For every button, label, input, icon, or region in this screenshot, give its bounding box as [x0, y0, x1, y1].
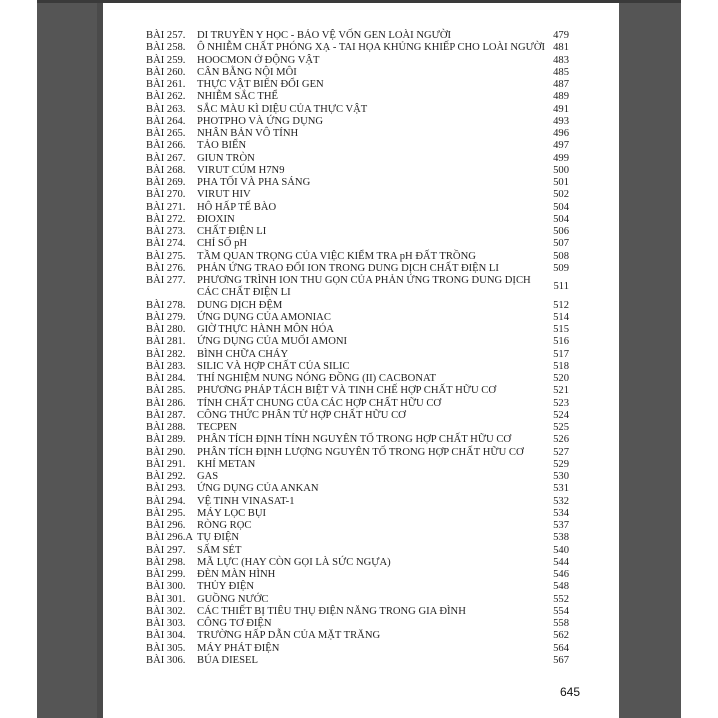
toc-entry — [146, 618, 572, 630]
toc-entry-label: BÀI 269. — [146, 177, 186, 188]
toc-entry-label: BÀI 263. — [146, 103, 186, 115]
toc-entry-title: ĐIOXIN — [197, 213, 235, 225]
viewer-background-right — [619, 0, 681, 718]
toc-entry-label: BÀI 289. — [146, 434, 186, 446]
toc-entry-page: 526 — [553, 434, 569, 446]
toc-entry — [146, 202, 572, 214]
toc-entry-label: BÀI 290. — [146, 446, 186, 458]
toc-entry-label: BÀI 265. — [146, 128, 186, 139]
toc-entry-label: BÀI 267. — [146, 152, 186, 164]
toc-entry-label: BÀI 299. — [146, 569, 186, 580]
toc-entry-title: CÔNG TƠ ĐIỆN — [197, 618, 272, 629]
toc-entry — [146, 128, 572, 140]
toc-entry — [146, 557, 572, 569]
toc-entry-page: 504 — [553, 201, 569, 213]
toc-entry — [146, 104, 572, 116]
toc-entry-title: VIRUT HIV — [197, 189, 251, 201]
toc-entry-title: MÃ LỰC (HAY CÒN GỌI LÀ SỨC NGỰA) — [197, 556, 391, 568]
toc-entry-label: BÀI 268. — [146, 164, 186, 176]
toc-entry-title: TỤ ĐIỆN — [197, 532, 240, 544]
toc-entry — [146, 361, 572, 373]
toc-entry-title: GAS — [197, 471, 219, 482]
toc-entry — [146, 165, 572, 177]
toc-entry-label: BÀI 294. — [146, 495, 186, 507]
page-number: 645 — [560, 685, 581, 699]
toc-entry-label: BÀI 302. — [146, 605, 186, 617]
toc-entry-title: PHA TỐI VÀ PHA SÁNG — [197, 177, 311, 188]
toc-entry-page: 523 — [553, 397, 569, 409]
toc-entry-label: BÀI 306. — [146, 654, 186, 666]
toc-entry-title: SILIC VÀ HỢP CHẤT CỦA SILIC — [197, 360, 350, 372]
toc-entry-page: 534 — [553, 507, 569, 519]
toc-entry-label: BÀI 275. — [146, 250, 186, 262]
toc-entry-label: BÀI 296.A — [146, 532, 194, 544]
toc-entry — [146, 532, 572, 544]
toc-entry-page: 502 — [553, 189, 569, 201]
toc-entry-label: BÀI 293. — [146, 483, 186, 495]
toc-entry-page: 512 — [553, 299, 569, 311]
toc-entry-label: BÀI 274. — [146, 238, 186, 250]
toc-entry-label: BÀI 283. — [146, 360, 186, 372]
toc-entry — [146, 471, 572, 483]
toc-entry — [146, 508, 572, 520]
toc-entry-page: 558 — [553, 618, 569, 629]
toc-entry-label: BÀI 304. — [146, 630, 186, 642]
toc-entry — [146, 251, 572, 263]
toc-entry-title: ỨNG DỤNG CỦA AMONIAC — [197, 311, 331, 323]
toc-entry-title: NHIỄM SẮC THỂ — [197, 91, 279, 103]
toc-entry-label: BÀI 295. — [146, 507, 186, 519]
toc-entry-page: 509 — [553, 262, 569, 274]
toc-entry — [146, 30, 572, 42]
toc-entry-label: BÀI 300. — [146, 581, 186, 593]
toc-entry-title: HOOCMON Ở ĐỘNG VẬT — [197, 54, 320, 66]
toc-entry-page: 524 — [553, 409, 569, 421]
toc-entry-title: BÌNH CHỮA CHÁY — [197, 348, 289, 360]
toc-entry-label: BÀI 288. — [146, 422, 186, 433]
toc-entry-page: 489 — [553, 91, 569, 103]
toc-entry-title: TẦM QUAN TRỌNG CỦA VIỆC KIỂM TRA pH ĐẤT TRỒNG — [197, 250, 476, 262]
toc-entry-title: PHÂN TÍCH ĐỊNH TÍNH NGUYÊN TỐ TRONG HỢP CHẤT HỮU CƠ — [197, 434, 512, 446]
toc-entry-page: 548 — [553, 581, 569, 593]
toc-entry — [146, 263, 572, 275]
toc-entry-title: TẢO BIỂN — [197, 140, 247, 152]
toc-entry-title: PHƯƠNG PHÁP TÁCH BIỆT VÀ TINH CHẾ HỢP CHẤT HỮU CƠ — [197, 385, 496, 397]
toc-entry-label: BÀI 278. — [146, 299, 186, 311]
toc-entry-label: BÀI 296. — [146, 520, 186, 531]
toc-entry-label: BÀI 297. — [146, 544, 186, 556]
toc-entry — [146, 520, 572, 532]
toc-entry-label: BÀI 286. — [146, 397, 186, 409]
toc-entry — [146, 422, 572, 434]
toc-entry-page: 527 — [553, 446, 569, 458]
toc-entry-title: ỨNG DỤNG CỦA ANKAN — [197, 483, 319, 495]
toc-entry — [146, 177, 572, 189]
toc-entry-page: 516 — [553, 336, 569, 348]
toc-entry-title: MÁY LỌC BỤI — [197, 507, 267, 519]
toc-entry-page: 485 — [553, 66, 569, 78]
toc-entry-page: 530 — [553, 471, 569, 482]
toc-entry-label: BÀI 273. — [146, 226, 186, 237]
toc-entry-label: BÀI 271. — [146, 201, 186, 213]
toc-entry-page: 507 — [553, 238, 569, 250]
toc-entry-label: BÀI 305. — [146, 642, 186, 654]
toc-entry — [146, 91, 572, 103]
toc-entry-page: 529 — [553, 458, 569, 470]
toc-entry-title: SẮC MÀU KÌ DIỆU CỦA THỰC VẬT — [197, 103, 368, 115]
toc-entry — [146, 606, 572, 618]
toc-entry-page: 525 — [553, 422, 569, 433]
toc-entry-label: BÀI 292. — [146, 471, 186, 482]
toc-entry — [146, 643, 572, 655]
toc-entry-page: 497 — [553, 140, 569, 152]
toc-entry — [146, 336, 572, 348]
toc-entry-label: BÀI 272. — [146, 213, 186, 225]
toc-entry — [146, 373, 572, 385]
toc-entry — [146, 116, 572, 128]
toc-entry-title: TÍNH CHẤT CHUNG CỦA CÁC HỢP CHẤT HỮU CƠ — [197, 397, 442, 409]
toc-entry-page: 562 — [553, 630, 569, 642]
toc-entry-page: 500 — [553, 164, 569, 176]
toc-entry-title: VIRUT CÚM H7N9 — [197, 164, 285, 176]
viewer-background-left — [37, 0, 98, 718]
toc-entry — [146, 140, 572, 152]
toc-entry-page: 496 — [553, 128, 569, 139]
toc-entry-page: 511 — [553, 281, 569, 292]
toc-entry-label: BÀI 270. — [146, 189, 186, 201]
toc-entry-label: BÀI 261. — [146, 79, 186, 90]
toc-entry-title: HÔ HẤP TẾ BÀO — [197, 201, 277, 213]
toc-entry — [146, 300, 572, 312]
toc-entry — [146, 483, 572, 495]
toc-entry-label: BÀI 287. — [146, 409, 186, 421]
toc-entry-page: 564 — [553, 642, 569, 654]
toc-entry-page: 544 — [553, 556, 569, 568]
toc-entry-page: 493 — [553, 115, 569, 127]
toc-entry — [146, 447, 572, 459]
toc-entry-title: CÔNG THỨC PHÂN TỬ HỢP CHẤT HỮU CƠ — [197, 409, 406, 421]
toc-entry — [146, 55, 572, 67]
toc-entry-page: 508 — [553, 250, 569, 262]
toc-entry — [146, 630, 572, 642]
toc-entry-page: 554 — [553, 605, 569, 617]
toc-entry-title: GUỒNG NƯỚC — [197, 593, 269, 605]
toc-entry-label: BÀI 277. — [146, 275, 186, 286]
toc-entry-title: CHẤT ĐIỆN LI — [197, 226, 267, 237]
toc-entry-title: THÍ NGHIỆM NUNG NÓNG ĐỒNG (II) CACBONAT — [197, 373, 436, 384]
toc-entry-label: BÀI 279. — [146, 311, 186, 323]
toc-entry-title: TRƯỜNG HẤP DẪN CỦA MẶT TRĂNG — [197, 630, 381, 642]
toc-entry-title: PHOTPHO VÀ ỨNG DỤNG — [197, 115, 324, 127]
toc-entry-label: BÀI 298. — [146, 556, 186, 568]
toc-entry-label: BÀI 276. — [146, 262, 186, 274]
toc-entry-label: BÀI 260. — [146, 66, 186, 78]
toc-entry-label: BÀI 258. — [146, 42, 186, 54]
toc-entry-title: Ô NHIỄM CHẤT PHÓNG XẠ - TAI HỌA KHỦNG KHIẾP CHO LOÀI NGƯỜI — [197, 42, 545, 54]
toc-entry-label: BÀI 257. — [146, 30, 186, 41]
toc-entry-page: 491 — [553, 103, 569, 115]
toc-entry-label: BÀI 301. — [146, 593, 186, 605]
toc-entry-title: KHÍ METAN — [197, 458, 256, 470]
toc-entry-page: 518 — [553, 360, 569, 372]
toc-entry-label: BÀI 281. — [146, 336, 186, 348]
toc-entry — [146, 214, 572, 226]
toc-entry-page: 521 — [553, 385, 569, 397]
toc-entry-label: BÀI 280. — [146, 324, 186, 335]
toc-entry-title: PHẢN ỨNG TRAO ĐỔI ION TRONG DUNG DỊCH CHẤT ĐIỆN LI — [197, 262, 499, 274]
toc-entry — [146, 312, 572, 324]
toc-entry — [146, 398, 572, 410]
toc-entry-label: BÀI 264. — [146, 115, 186, 127]
toc-entry-page: 517 — [553, 348, 569, 360]
toc-entry — [146, 226, 572, 238]
toc-entry — [146, 153, 572, 165]
toc-entry-page: 514 — [553, 311, 569, 323]
toc-entry-page: 499 — [553, 152, 569, 164]
toc-entry-title: GIUN TRÒN — [197, 152, 255, 164]
toc-entry-page: 532 — [553, 495, 569, 507]
toc-entry-title: CHỈ SỐ pH — [197, 238, 248, 250]
toc-entry-title: SẤM SÉT — [197, 544, 242, 556]
toc-entry-title: MÁY PHÁT ĐIỆN — [197, 642, 280, 654]
toc-entry-page: 487 — [553, 79, 569, 90]
toc-entry-label: BÀI 303. — [146, 618, 186, 629]
toc-entry — [146, 275, 572, 300]
toc-entry — [146, 42, 572, 54]
toc-entry-page: 540 — [553, 544, 569, 556]
toc-entry — [146, 581, 572, 593]
toc-entry — [146, 324, 572, 336]
toc-entry-page: 506 — [553, 226, 569, 237]
toc-entry — [146, 496, 572, 508]
toc-entry-title: GIỜ THỰC HÀNH MÔN HÓA — [197, 324, 334, 335]
toc-entry-title: RÒNG RỌC — [197, 520, 252, 531]
toc-entry-label: BÀI 262. — [146, 91, 186, 103]
toc-entry — [146, 545, 572, 557]
toc-entry-page: 481 — [553, 42, 569, 54]
toc-entry-page: 501 — [553, 177, 569, 188]
toc-entry-page: 483 — [553, 54, 569, 66]
toc-entry — [146, 569, 572, 581]
toc-entry-page: 567 — [553, 654, 569, 666]
toc-entry-page: 546 — [553, 569, 569, 580]
toc-entry-title: CÂN BẰNG NỘI MÔI — [197, 66, 297, 78]
toc-entry-label: BÀI 266. — [146, 140, 186, 152]
toc-entry — [146, 410, 572, 422]
toc-entry — [146, 385, 572, 397]
toc-entry-title: THỰC VẬT BIẾN ĐỔI GEN — [197, 79, 324, 90]
toc-entry-title: ỨNG DỤNG CỦA MUỐI AMONI — [197, 336, 348, 348]
toc-entry-page: 515 — [553, 324, 569, 335]
toc-entry — [146, 655, 572, 667]
toc-entry-title: THỦY ĐIỆN — [197, 581, 254, 593]
toc-entry-label: BÀI 284. — [146, 373, 186, 384]
toc-entry-page: 537 — [553, 520, 569, 531]
toc-entry — [146, 238, 572, 250]
toc-entry-page: 552 — [553, 593, 569, 605]
toc-entry-title: PHÂN TÍCH ĐỊNH LƯỢNG NGUYÊN TỐ TRONG HỢP CHẤT HỮU CƠ — [197, 446, 524, 458]
table-of-contents — [146, 30, 572, 667]
toc-entry-title: VỆ TINH VINASAT-1 — [197, 495, 295, 507]
toc-entry-label: BÀI 259. — [146, 54, 186, 66]
toc-entry-title: DUNG DỊCH ĐỆM — [197, 299, 283, 311]
toc-entry-title: NHÂN BẢN VÔ TÍNH — [197, 128, 299, 139]
toc-entry-page: 520 — [553, 373, 569, 384]
toc-entry-label: BÀI 291. — [146, 458, 186, 470]
toc-entry — [146, 67, 572, 79]
toc-entry-page: 479 — [553, 30, 569, 41]
toc-entry-title: BÚA DIESEL — [197, 654, 258, 666]
toc-entry-title: DI TRUYỀN Y HỌC - BẢO VỆ VỐN GEN LOÀI NGƯỜI — [197, 30, 452, 41]
toc-entry-title: PHƯƠNG TRÌNH ION THU GỌN CỦA PHẢN ỨNG TRONG DUNG DỊCH CÁC CHẤT ĐIỆN LI — [197, 275, 531, 299]
toc-entry-label: BÀI 282. — [146, 348, 186, 360]
toc-entry-page: 531 — [553, 483, 569, 495]
toc-entry-title: CÁC THIẾT BỊ TIÊU THỤ ĐIỆN NĂNG TRONG GIA ĐÌNH — [197, 605, 466, 617]
toc-entry — [146, 434, 572, 446]
toc-entry-label: BÀI 285. — [146, 385, 186, 397]
toc-entry-page: 504 — [553, 213, 569, 225]
toc-entry — [146, 594, 572, 606]
toc-entry-title: TECPEN — [197, 422, 238, 433]
toc-entry — [146, 459, 572, 471]
toc-entry-title: ĐÈN MÀN HÌNH — [197, 569, 276, 580]
toc-entry-page: 538 — [553, 532, 569, 544]
toc-entry — [146, 79, 572, 91]
toc-entry — [146, 349, 572, 361]
toc-entry — [146, 189, 572, 201]
